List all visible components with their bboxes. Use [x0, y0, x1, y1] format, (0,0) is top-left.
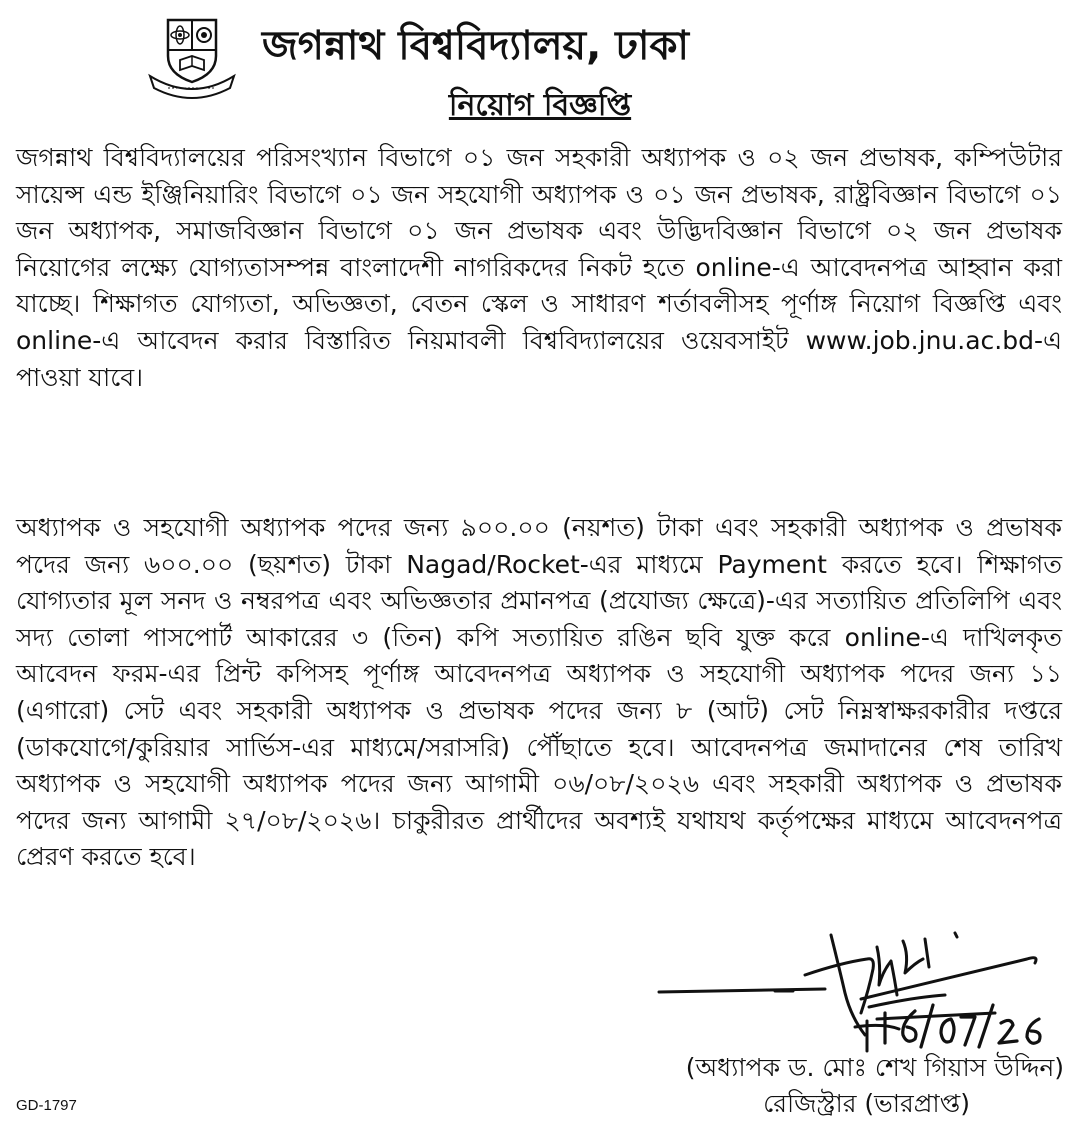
handwritten-signature: [655, 925, 1075, 1055]
university-name: জগন্নাথ বিশ্ববিদ্যালয়, ঢাকা: [262, 23, 690, 69]
notice-paragraph-2: অধ্যাপক ও সহযোগী অধ্যাপক পদের জন্য ৯০০.০০ (নয়শত) টাকা এবং সহকারী অধ্যাপক ও প্রভাষক পদের জন্য ৬০০.০০ (ছয়শত) টাকা Nagad/Rocket-এর মাধ্যমে Payment করতে হবে। শিক্ষাগত যোগ্যতার মূল সনদ ও নম্বরপত্র এবং অভিজ্ঞতার প্রমানপত্র (প্রযোজ্য ক্ষেত্রে)-এর সত্যায়িত প্রতিলিপি এবং সদ্য তোলা পাসপোর্ট আকারের ৩ (তিন) কপি সত্যায়িত রঙিন ছবি যুক্ত করে online-এ দাখিলকৃত আবেদন ফরম-এর প্রিন্ট কপিসহ পূর্ণাঙ্গ আবেদনপত্র অধ্যাপক ও সহযোগী অধ্যাপক পদের জন্য ১১ (এগারো) সেট এবং সহকারী অধ্যাপক ও প্রভাষক পদের জন্য ৮ (আট) সেট নিম্নস্বাক্ষরকারীর দপ্তরে (ডাকযোগে/কুরিয়ার সার্ভিস-এর মাধ্যমে/সরাসরি) পৌঁছাতে হবে। আবেদনপত্র জমাদানের শেষ তারিখ অধ্যাপক ও সহযোগী অধ্যাপক পদের জন্য আগামী ০৬/০৮/২০২৬ এবং সহকারী অধ্যাপক ও প্রভাষক পদের জন্য আগামী ২৭/০৮/২০২৬। চাকুরীরত প্রার্থীদের অবশ্যই যথাযথ কর্তৃপক্ষের মাধ্যমে আবেদনপত্র প্রেরণ করতে হবে।: [16, 513, 1062, 872]
notice-title-text: নিয়োগ বিজ্ঞপ্তি: [448, 88, 632, 123]
signer-title: রেজিস্ট্রার (ভারপ্রাপ্ত): [763, 1089, 970, 1118]
reference-code: GD-1797: [16, 1097, 77, 1114]
signer-name: (অধ্যাপক ড. মোঃ শেখ গিয়াস উদ্দিন): [685, 1053, 1064, 1082]
notice-paragraph-1: জগন্নাথ বিশ্ববিদ্যালয়ের পরিসংখ্যান বিভাগে ০১ জন সহকারী অধ্যাপক ও ০২ জন প্রভাষক, কম্পিউটার সায়েন্স এন্ড ইঞ্জিনিয়ারিং বিভাগে ০১ জন সহযোগী অধ্যাপক ও ০১ জন প্রভাষক, রাষ্ট্রবিজ্ঞান বিভাগে ০১ জন অধ্যাপক, সমাজবিজ্ঞান বিভাগে ০১ জন প্রভাষক এবং উদ্ভিদবিজ্ঞান বিভাগে ০২ জন প্রভাষক নিয়োগের লক্ষ্যে যোগ্যতাসম্পন্ন বাংলাদেশী নাগরিকদের নিকট হতে online-এ আবেদনপত্র আহ্বান করা যাচ্ছে। শিক্ষাগত যোগ্যতা, অভিজ্ঞতা, বেতন স্কেল ও সাধারণ শর্তাবলীসহ পূর্ণাঙ্গ নিয়োগ বিজ্ঞপ্তি এবং online-এ আবেদন করার বিস্তারিত নিয়মাবলী বিশ্ববিদ্যালয়ের ওয়েবসাইট www.job.jnu.ac.bd-এ পাওয়া যাবে।: [16, 143, 1062, 392]
notice-title: [0, 86, 1080, 126]
notice-header: [0, 10, 1080, 90]
